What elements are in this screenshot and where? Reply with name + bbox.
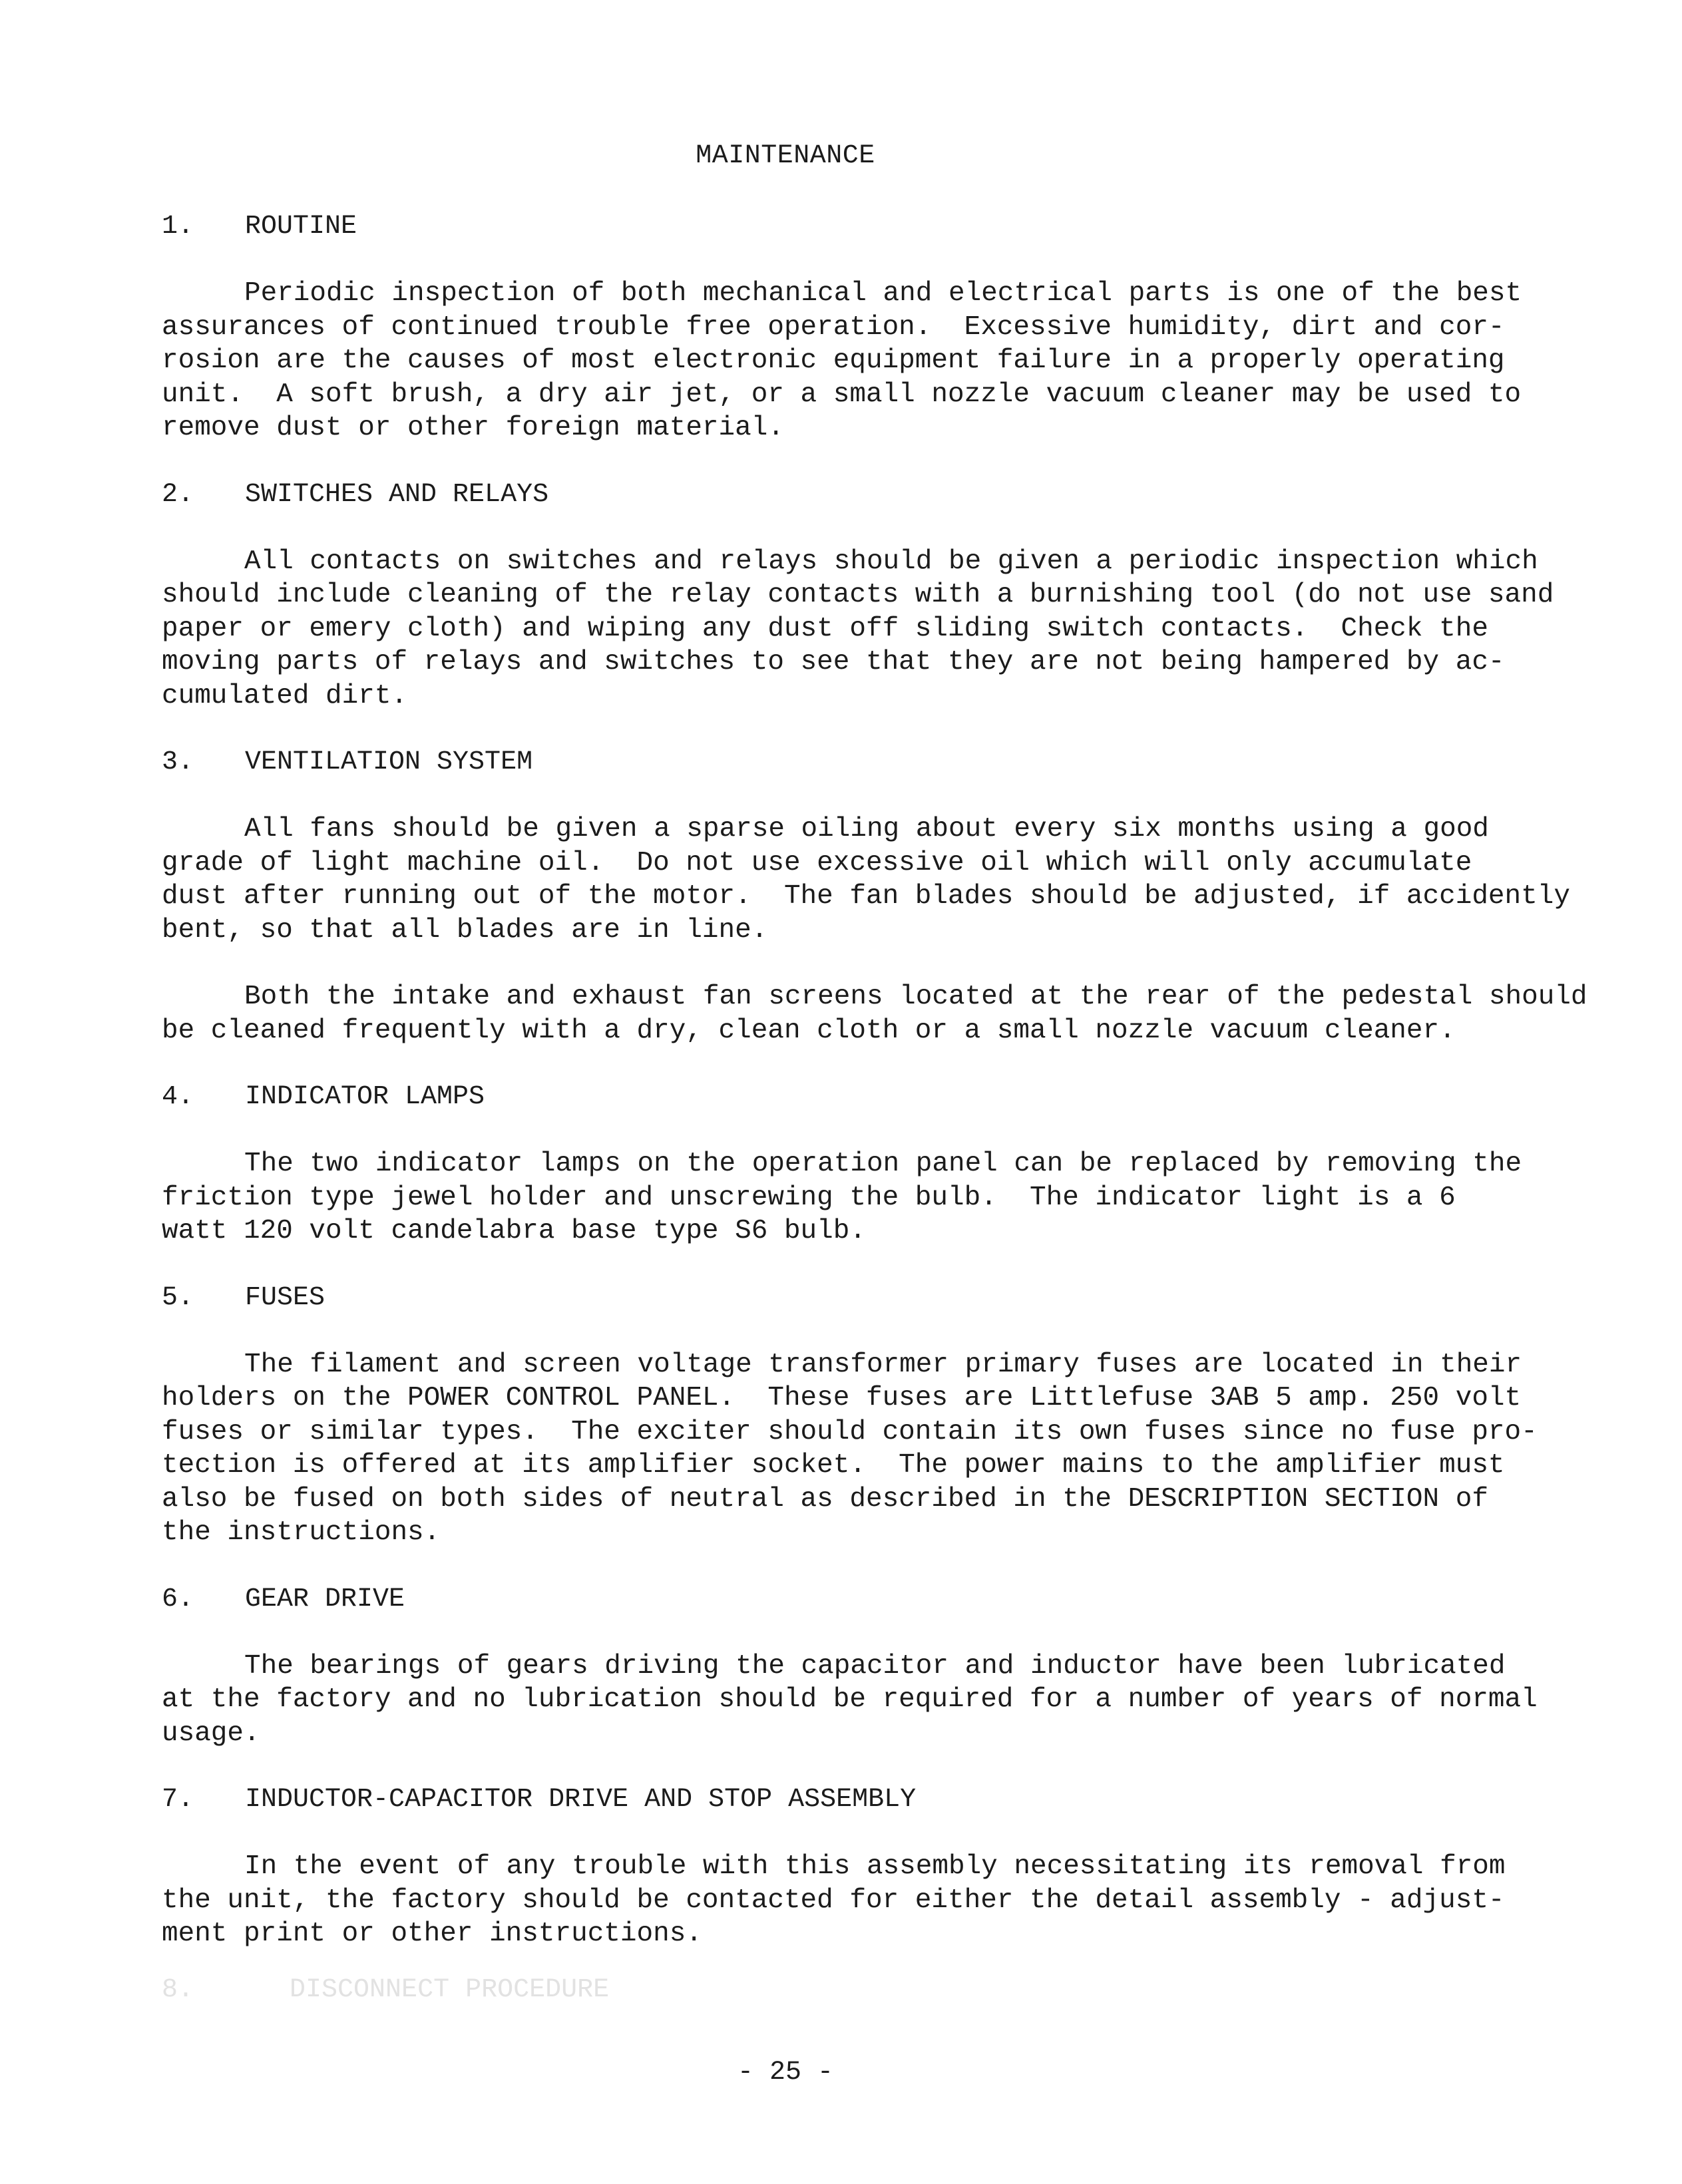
section-heading (162, 1081, 1613, 1114)
paragraph-line: usage. (162, 1718, 260, 1749)
paragraph (162, 1650, 1613, 1751)
paragraph-line: ment print or other instructions. (162, 1918, 702, 1949)
paragraph-line: tection is offered at its amplifier socket. The power mains to the amplifier must (162, 1450, 1505, 1481)
section-heading (162, 478, 1613, 512)
paragraph-line: grade of light machine oil. Do not use excessive oil which will only accumulate (162, 847, 1472, 878)
paragraph-line: moving parts of relays and switches to see that they are not being hampered by ac- (162, 647, 1505, 677)
paragraph (162, 1348, 1613, 1550)
section-heading-text: VENTILATION SYSTEM (245, 747, 533, 777)
paragraph-line: paper or emery cloth) and wiping any dust off sliding switch contacts. Check the (162, 613, 1488, 644)
section-heading-text: ROUTINE (245, 212, 357, 242)
paragraph-line: cumulated dirt. (162, 680, 408, 711)
section-number: 3. (162, 747, 194, 777)
section-number: 6. (162, 1584, 194, 1614)
section-number: 7. (162, 1785, 194, 1815)
paragraph-line: In the event of any trouble with this assembly necessitating its removal from (244, 1851, 1506, 1882)
paragraph (162, 277, 1613, 445)
section-heading (162, 1783, 1613, 1817)
paragraph-line: should include cleaning of the relay contacts with a burnishing tool (do not use sand (162, 580, 1554, 610)
paragraph-line: dust after running out of the motor. The fan blades should be adjusted, if accidently (162, 881, 1570, 912)
section-heading (162, 1583, 1613, 1616)
paragraph-line: also be fused on both sides of neutral as described in the DESCRIPTION SECTION of (162, 1483, 1488, 1515)
section-5 (162, 1282, 1613, 1550)
paragraph-line: The two indicator lamps on the operation panel can be replaced by removing the (244, 1149, 1522, 1179)
section-heading-text: FUSES (245, 1282, 325, 1313)
paragraph-line: All fans should be given a sparse oiling about every six months using a good (244, 814, 1489, 844)
paragraph-line: The filament and screen voltage transformer primary fuses are located in their (244, 1349, 1522, 1380)
section-heading-text: GEAR DRIVE (245, 1584, 405, 1614)
section-number: 4. (162, 1082, 194, 1112)
section-1 (162, 210, 1613, 445)
paragraph-line: the unit, the factory should be contacted for either the detail assembly - adjust- (162, 1885, 1505, 1916)
paragraph-line: assurances of continued trouble free operation. Excessive humidity, dirt and cor- (162, 311, 1505, 343)
paragraph (162, 1850, 1613, 1951)
page-title: MAINTENANCE (696, 141, 875, 171)
section-heading-text: INDICATOR LAMPS (245, 1082, 485, 1112)
section-heading (162, 746, 1613, 779)
paragraph-line: at the factory and no lubrication should be required for a number of years of normal (162, 1684, 1538, 1715)
faint-bleed-through-text: 8. DISCONNECT PROCEDURE (162, 1975, 610, 2005)
section-2 (162, 478, 1613, 713)
paragraph (162, 1147, 1613, 1248)
section-heading (162, 1282, 1613, 1315)
paragraph-line: The bearings of gears driving the capacitor and inductor have been lubricated (244, 1650, 1506, 1682)
document-body (162, 210, 1613, 1984)
paragraph-line: be cleaned frequently with a dry, clean cloth or a small nozzle vacuum cleaner. (162, 1015, 1456, 1046)
section-heading-text: INDUCTOR-CAPACITOR DRIVE AND STOP ASSEMBLY (245, 1785, 917, 1815)
paragraph-line: bent, so that all blades are in line. (162, 914, 768, 946)
section-number: 5. (162, 1282, 194, 1313)
paragraph-line: the instructions. (162, 1517, 441, 1548)
paragraph (162, 813, 1613, 947)
section-heading (162, 210, 1613, 244)
section-6 (162, 1583, 1613, 1751)
section-number: 1. (162, 212, 194, 242)
paragraph-line: rosion are the causes of most electronic equipment failure in a properly operating (162, 345, 1505, 376)
paragraph (162, 980, 1613, 1047)
section-4 (162, 1081, 1613, 1248)
paragraph-line: unit. A soft brush, a dry air jet, or a small nozzle vacuum cleaner may be used to (162, 379, 1522, 410)
paragraph-line: friction type jewel holder and unscrewing the bulb. The indicator light is a 6 (162, 1182, 1456, 1213)
paragraph-line: fuses or similar types. The exciter should contain its own fuses since no fuse pro- (162, 1416, 1538, 1447)
paragraph-line: watt 120 volt candelabra base type S6 bulb. (162, 1216, 866, 1246)
paragraph-line: Periodic inspection of both mechanical and electrical parts is one of the best (244, 278, 1522, 309)
section-7 (162, 1783, 1613, 1951)
paragraph-line: holders on the POWER CONTROL PANEL. These fuses are Littlefuse 3AB 5 amp. 250 volt (162, 1383, 1522, 1413)
section-3 (162, 746, 1613, 1047)
paragraph-line: All contacts on switches and relays should be given a periodic inspection which (244, 546, 1538, 577)
paragraph-line: remove dust or other foreign material. (162, 413, 784, 443)
section-heading-text: SWITCHES AND RELAYS (245, 479, 549, 510)
section-number: 2. (162, 479, 194, 510)
paragraph (162, 545, 1613, 713)
page-number: - 25 - (737, 2058, 834, 2088)
paragraph-line: Both the intake and exhaust fan screens located at the rear of the pedestal should (244, 982, 1587, 1012)
